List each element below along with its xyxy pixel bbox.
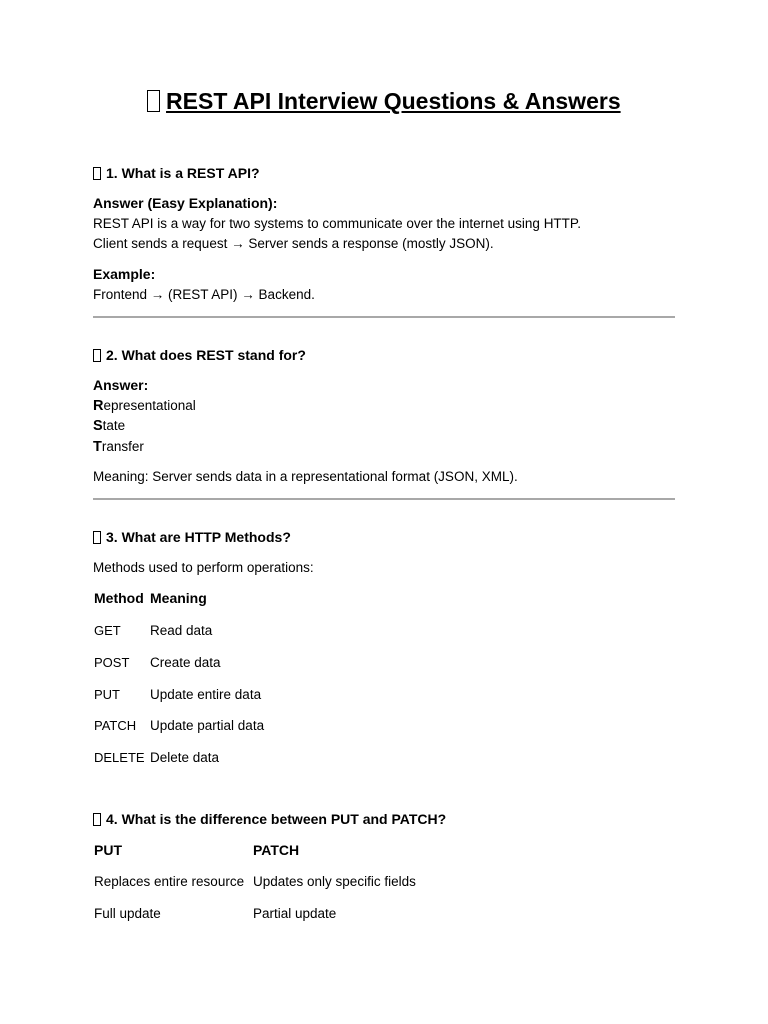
question-1-heading: 1. What is a REST API? (93, 165, 260, 181)
question-3-heading: 3. What are HTTP Methods? (93, 529, 291, 545)
question-2-heading: 2. What does REST stand for? (93, 347, 306, 363)
page-title (93, 88, 675, 115)
q3-intro: Methods used to perform operations: (93, 560, 314, 575)
acronym-line: State (93, 418, 126, 434)
q2-answer-label: Answer: (93, 377, 149, 393)
table-cell-put: Replaces entire resource (94, 874, 245, 889)
table-cell-meaning: Update entire data (150, 687, 262, 702)
missing-glyph-icon (147, 90, 160, 112)
table-header-patch: PATCH (253, 842, 300, 858)
table-cell-method: DELETE (94, 750, 145, 765)
acronym-line: Representational (93, 398, 196, 414)
table-cell-meaning: Update partial data (150, 718, 265, 733)
table-cell-method: PATCH (94, 718, 137, 733)
table-cell-meaning: Read data (150, 623, 213, 638)
table-header-method: Method (94, 590, 144, 606)
table-cell-meaning: Delete data (150, 750, 220, 765)
table-cell-patch: Updates only specific fields (253, 874, 416, 889)
page-title-text: REST API Interview Questions & Answers (166, 88, 621, 114)
q1-answer-line: Client sends a request → Server sends a response (mostly JSON). (93, 236, 494, 251)
table-cell-meaning: Create data (150, 655, 221, 670)
table-cell-patch: Partial update (253, 906, 337, 921)
table-cell-method: PUT (94, 687, 120, 702)
q2-meaning: Meaning: Server sends data in a representational format (JSON, XML). (93, 469, 518, 484)
missing-glyph-icon (93, 167, 101, 180)
section-divider (93, 316, 675, 318)
table-header-meaning: Meaning (150, 590, 207, 606)
missing-glyph-icon (93, 349, 101, 362)
acronym-line: Transfer (93, 439, 144, 455)
q1-answer-label: Answer (Easy Explanation): (93, 195, 278, 211)
q1-example-text: Frontend → (REST API) → Backend. (93, 287, 315, 302)
table-header-put: PUT (94, 842, 122, 858)
table-cell-method: GET (94, 623, 121, 638)
table-cell-put: Full update (94, 906, 161, 921)
q1-answer-line: REST API is a way for two systems to communicate over the internet using HTTP. (93, 216, 581, 231)
missing-glyph-icon (93, 531, 101, 544)
question-4-heading: 4. What is the difference between PUT and PATCH? (93, 811, 446, 827)
section-divider (93, 498, 675, 500)
q1-example-label: Example: (93, 266, 156, 282)
missing-glyph-icon (93, 813, 101, 826)
table-cell-method: POST (94, 655, 130, 670)
